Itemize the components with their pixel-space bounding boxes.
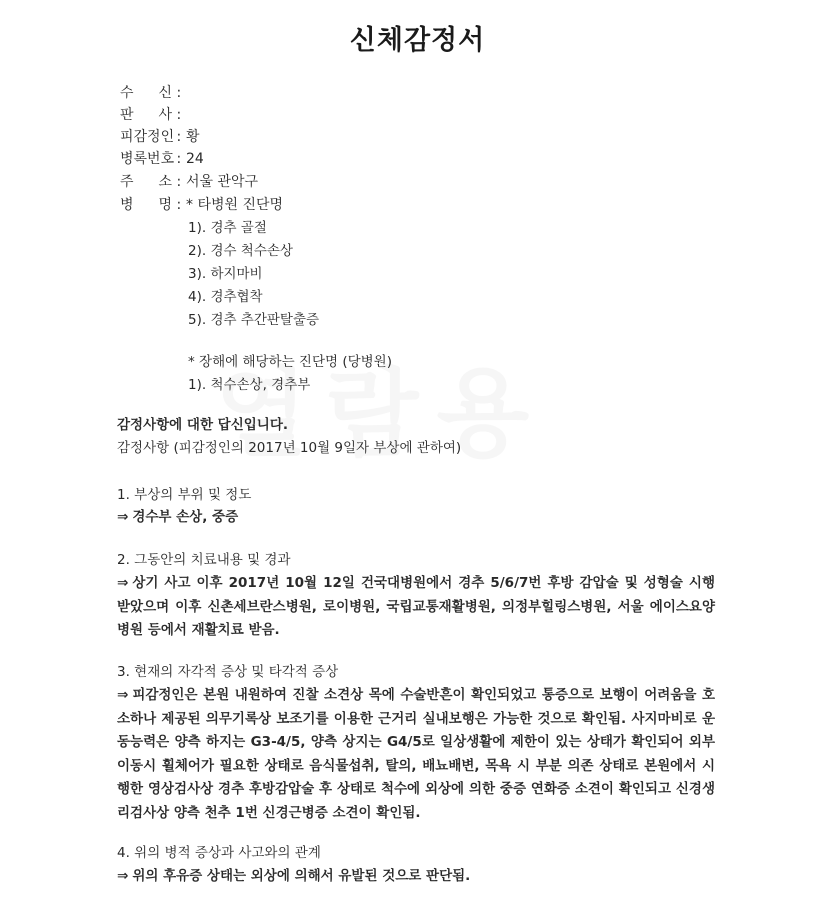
header-record-number: 병록번호 : 24 xyxy=(120,148,204,170)
arrow-icon: ⇒ xyxy=(117,868,129,884)
header-value: 서울 관악구 xyxy=(186,174,259,190)
our-hospital-heading: * 장해에 해당하는 진단명 (당병원) xyxy=(188,354,392,370)
section-body xyxy=(117,865,470,887)
section-heading: 2. 그동안의 치료내용 및 경과 xyxy=(117,552,291,568)
arrow-icon: ⇒ xyxy=(117,687,129,703)
header-value: * 타병원 진단명 xyxy=(186,197,284,213)
section-text: 위의 후유증 상태는 외상에 의해서 유발된 것으로 판단됨. xyxy=(132,868,471,884)
header-label: 수 신 xyxy=(120,85,172,101)
section-text: 상기 사고 이후 2017년 10월 12일 건국대병원에서 경추 5/6/7번 후방 감압술 및 성형술 시행 받았으며 이후 신촌세브란스병원, 로이병원, 국립교통재활병원, 의정부힐링스병원, 서울 에이스요양병원 등에서 재활치료 받음. xyxy=(117,575,715,638)
section-heading: 1. 부상의 부위 및 정도 xyxy=(117,487,252,503)
header-label: 판 사 xyxy=(120,107,172,123)
header-label: 병 명 xyxy=(120,197,172,213)
diagnosis-item: 5). 경추 추간판탈출증 xyxy=(188,312,320,328)
section-heading: 3. 현재의 자각적 증상 및 타각적 증상 xyxy=(117,664,339,680)
section-text: 경수부 손상, 중증 xyxy=(132,509,239,525)
header-address: 주 소 : 서울 관악구 xyxy=(120,171,258,193)
header-label: 주 소 xyxy=(120,174,172,190)
diagnosis-item: 3). 하지마비 xyxy=(188,266,263,282)
diagnosis-item: 1). 척수손상, 경추부 xyxy=(188,377,311,393)
header-judge: 판 사 : xyxy=(120,104,186,126)
header-value: 황 xyxy=(186,129,200,145)
diagnosis-item: 1). 경추 골절 xyxy=(188,220,267,236)
section-body xyxy=(117,506,238,528)
section-heading: 4. 위의 병적 증상과 사고와의 관계 xyxy=(117,845,321,861)
arrow-icon: ⇒ xyxy=(117,509,129,525)
diagnosis-list xyxy=(188,217,319,332)
header-value: 24 xyxy=(186,151,204,167)
header-label: 병록번호 xyxy=(120,151,175,167)
header-label: 피감정인 xyxy=(120,129,175,145)
reply-subtitle: 감정사항 (피감정인의 2017년 10월 9일자 부상에 관하여) xyxy=(117,440,462,456)
section-body xyxy=(117,684,715,825)
diagnosis-item: 4). 경추협착 xyxy=(188,289,263,305)
diagnosis-item: 2). 경수 척수손상 xyxy=(188,243,293,259)
reply-title: 감정사항에 대한 답신입니다. xyxy=(117,417,289,433)
our-hospital-diagnosis xyxy=(188,351,392,397)
section-body xyxy=(117,572,715,643)
arrow-icon: ⇒ xyxy=(117,575,129,591)
document-title: 신체감정서 xyxy=(349,25,486,56)
header-diagnosis: 병 명 : * 타병원 진단명 xyxy=(120,194,283,216)
header-recipient: 수 신 : xyxy=(120,82,186,104)
section-text: 피감정인은 본원 내원하여 진찰 소견상 목에 수술반흔이 확인되었고 통증으로 보행이 어려움을 호소하나 제공된 의무기록상 보조기를 이용한 근거리 실내보행은 가능한 것으로 확인됨. 사지마비로 운동능력은 양측 하지는 G3-4/5, 양측 상지는 G4/5로 일상생활에 제한이 있는 상태가 확인되어 외부 이동시 휠체어가 필요한 상태로 음식물섭취, 탈의, 배뇨배변, 목욕 시 부분 의존 상태로 본원에서 시행한 영상검사상 경추 후방감압술 후 상태로 척수에 외상에 의한 중증 연화증 소견이 확인되고 신경생리검사상 양측 천추 1번 신경근병증 소견이 확인됨. xyxy=(117,687,715,821)
header-examinee: 피감정인 : 황 xyxy=(120,126,200,148)
